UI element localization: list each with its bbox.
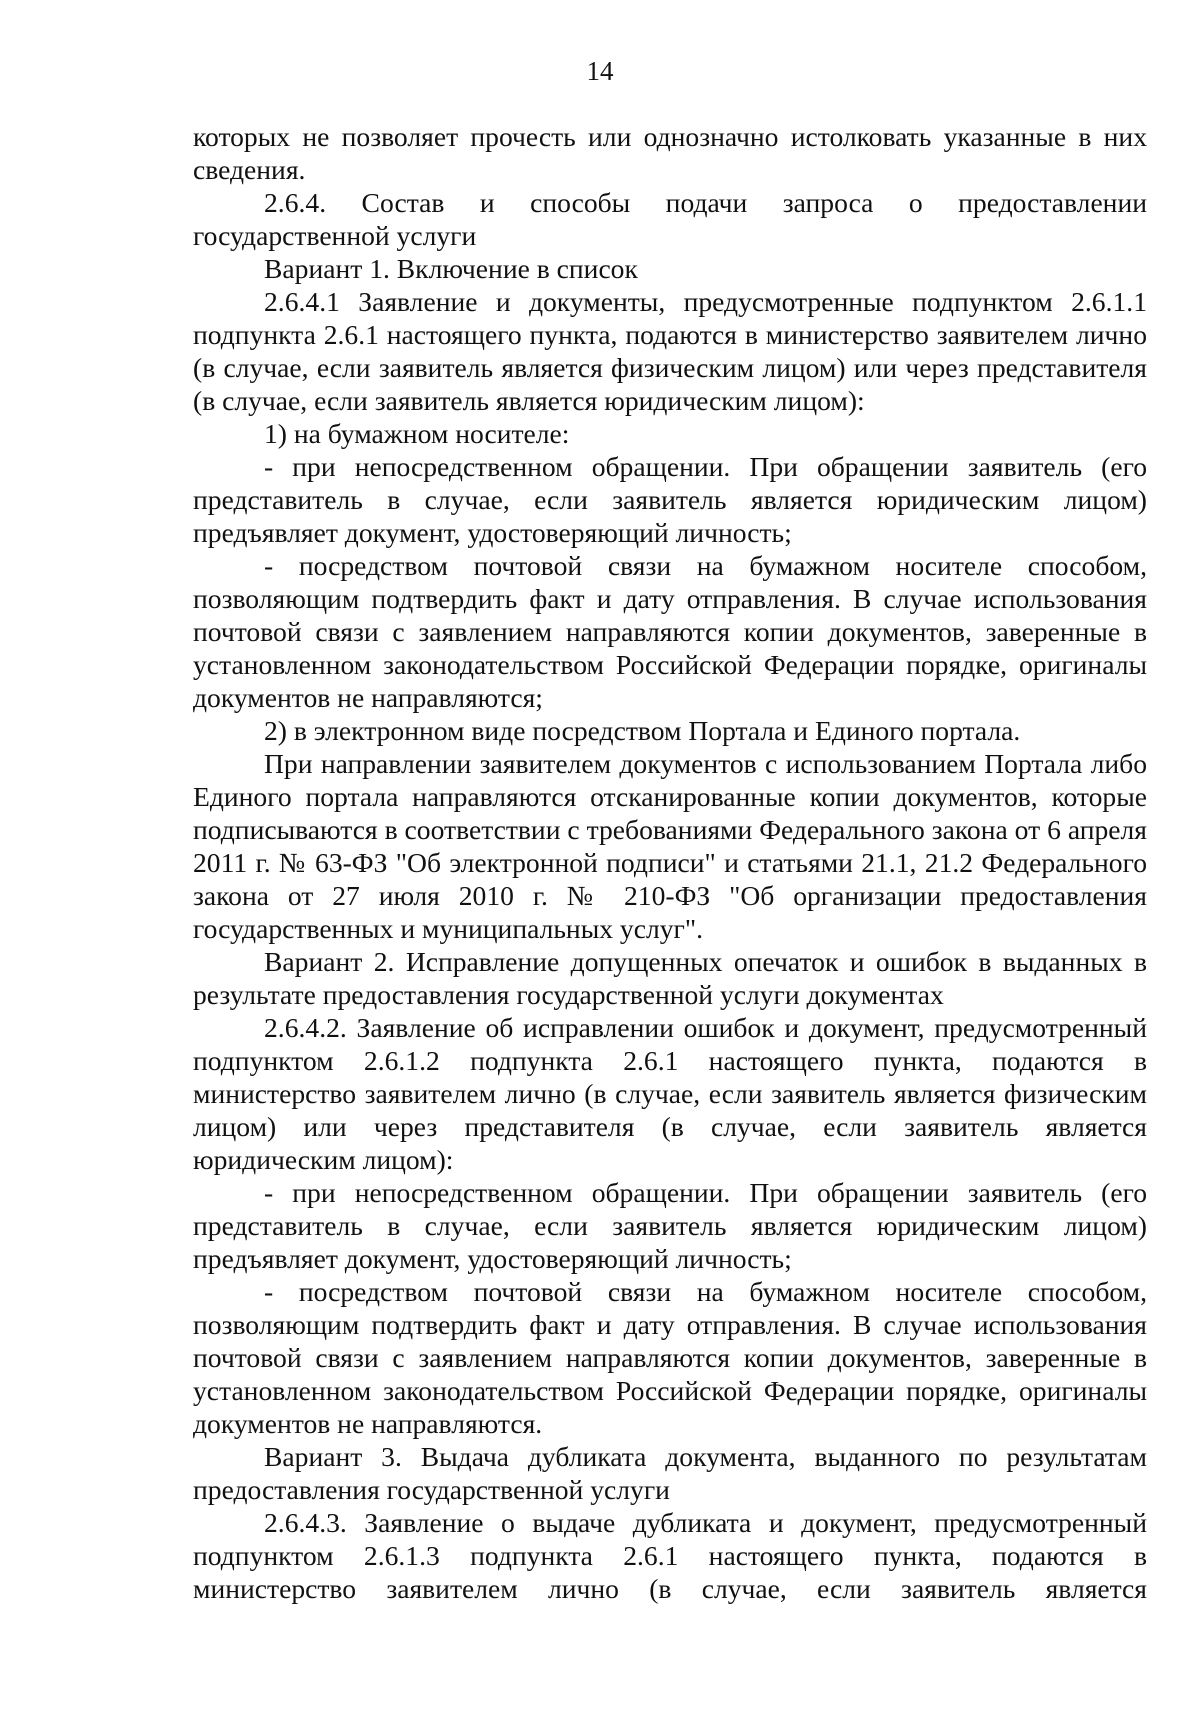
document-body (193, 120, 1147, 1605)
paragraph: Вариант 3. Выдача дубликата документа, выданного по результатам предоставления государственной услуги (193, 1441, 1147, 1505)
paragraph: - при непосредственном обращении. При обращении заявитель (его представитель в случае, если заявитель является юридическим лицом) предъявляет документ, удостоверяющий личность; (193, 1177, 1147, 1274)
paragraph: которых не позволяет прочесть или однозначно истолковать указанные в них сведения. (193, 121, 1147, 185)
paragraph: 2.6.4.3. Заявление о выдаче дубликата и документ, предусмотренный подпунктом 2.6.1.3 подпункта 2.6.1 настоящего пункта, подаются в министерство заявителем лично (в случае, если заявитель является (193, 1507, 1147, 1604)
paragraph: 2) в электронном виде посредством Портала и Единого портала. (264, 715, 1021, 746)
page-number: 14 (586, 56, 614, 86)
paragraph: 1) на бумажном носителе: (264, 418, 570, 449)
paragraph: - посредством почтовой связи на бумажном носителе способом, позволяющим подтвердить факт и дату отправления. В случае использования почтовой связи с заявлением направляются копии документов, заверенные в установленном законодательством Российской Федерации порядке, оригиналы документов не направляются; (193, 550, 1147, 713)
paragraph: - при непосредственном обращении. При обращении заявитель (его представитель в случае, если заявитель является юридическим лицом) предъявляет документ, удостоверяющий личность; (193, 451, 1147, 548)
paragraph: Вариант 2. Исправление допущенных опечаток и ошибок в выданных в результате предоставления государственной услуги документах (193, 946, 1147, 1010)
paragraph: При направлении заявителем документов с использованием Портала либо Единого портала направляются отсканированные копии документов, которые подписываются в соответствии с требованиями Федерального закона от 6 апреля 2011 г. № 63-ФЗ "Об электронной подписи" и статьями 21.1, 21.2 Федерального закона от 27 июля 2010 г. № 210-ФЗ "Об организации предоставления государственных и муниципальных услуг". (193, 748, 1147, 944)
paragraph: 2.6.4.1 Заявление и документы, предусмотренные подпунктом 2.6.1.1 подпункта 2.6.1 настоящего пункта, подаются в министерство заявителем лично (в случае, если заявитель является физическим лицом) или через представителя (в случае, если заявитель является юридическим лицом): (193, 286, 1147, 416)
paragraph: 2.6.4.2. Заявление об исправлении ошибок и документ, предусмотренный подпунктом 2.6.1.2 подпункта 2.6.1 настоящего пункта, подаются в министерство заявителем лично (в случае, если заявитель является физическим лицом) или через представителя (в случае, если заявитель является юридическим лицом): (193, 1012, 1147, 1175)
paragraph: Вариант 1. Включение в список (264, 253, 638, 284)
paragraph: - посредством почтовой связи на бумажном носителе способом, позволяющим подтвердить факт и дату отправления. В случае использования почтовой связи с заявлением направляются копии документов, заверенные в установленном законодательством Российской Федерации порядке, оригиналы документов не направляются. (193, 1276, 1147, 1439)
paragraph: 2.6.4. Состав и способы подачи запроса о предоставлении государственной услуги (193, 187, 1147, 251)
